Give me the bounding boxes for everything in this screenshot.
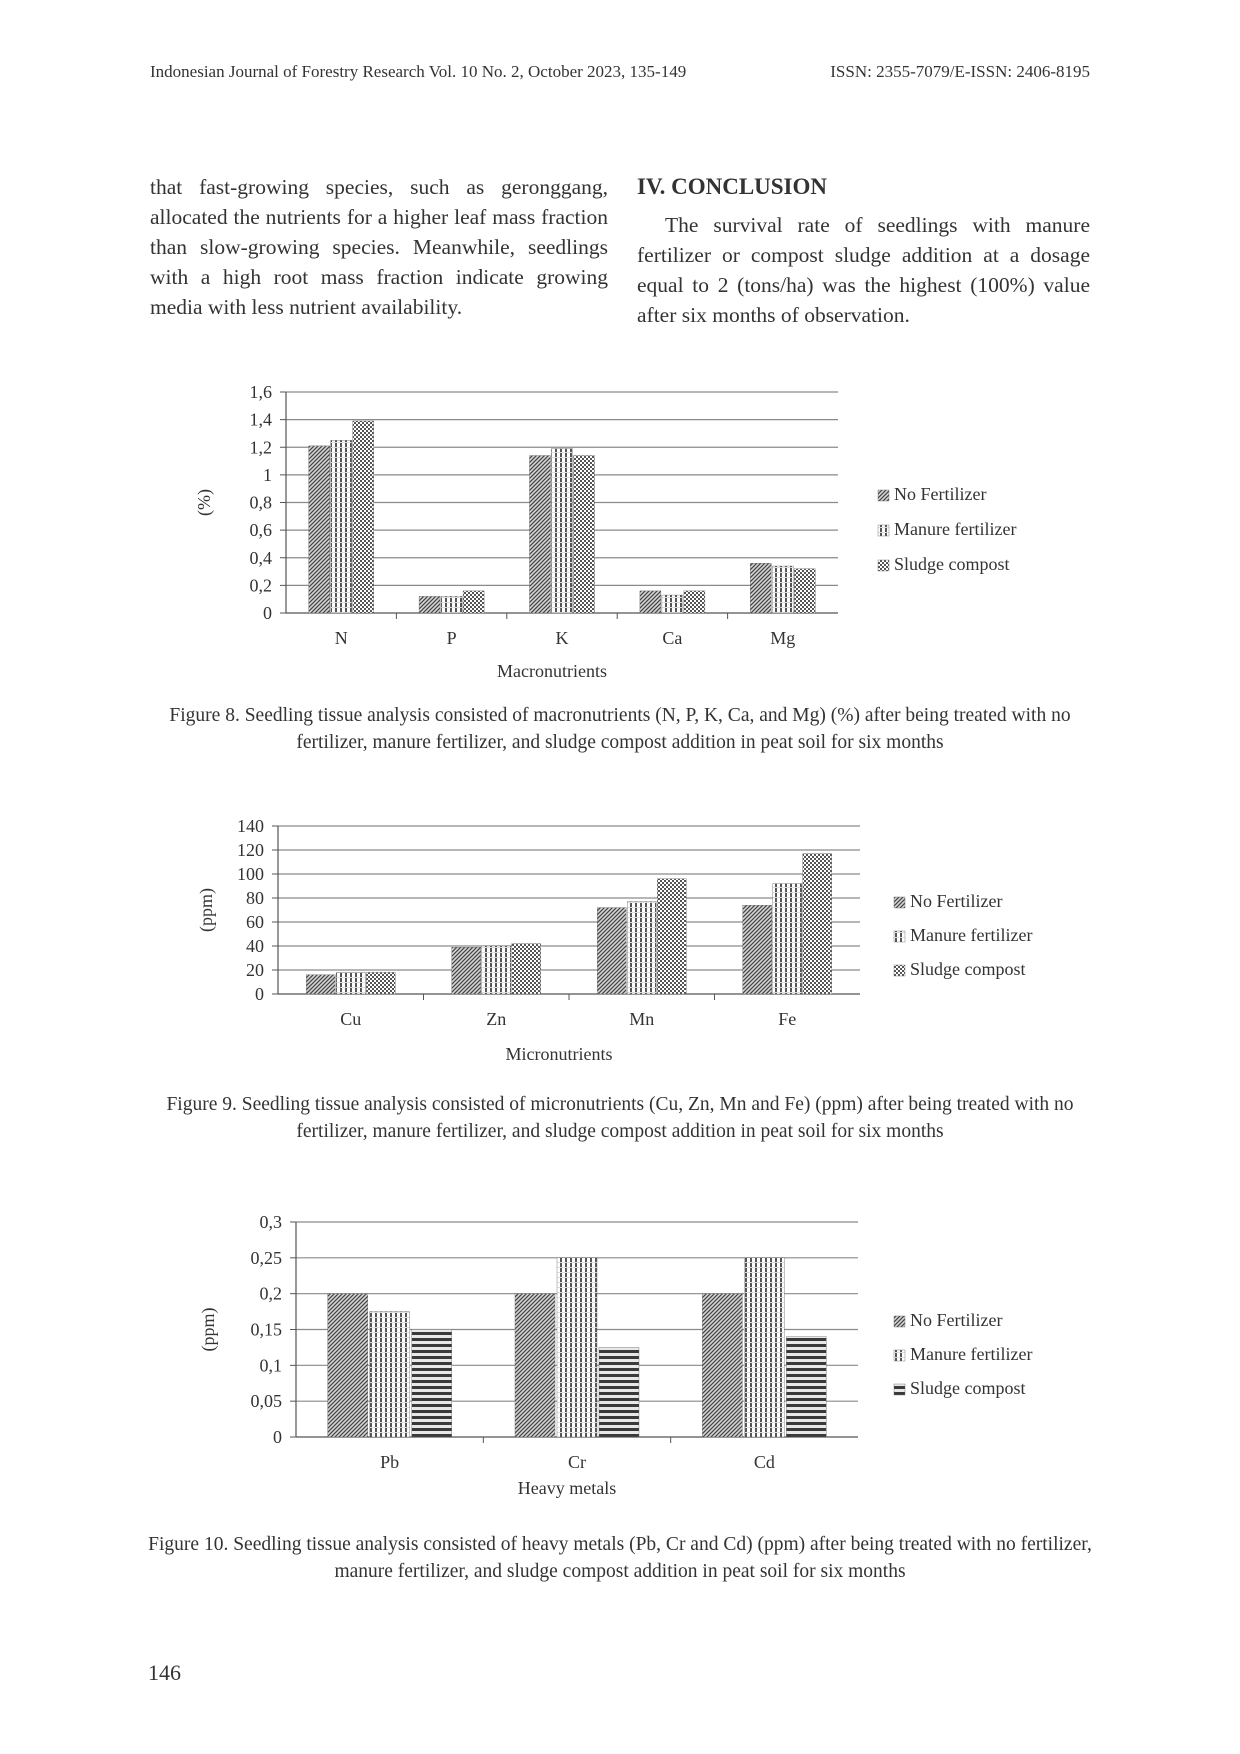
y-tick-label: 0	[273, 1427, 282, 1447]
y-tick-label: 140	[237, 816, 264, 836]
bar-cd-series-1	[702, 1294, 742, 1437]
x-tick-label: P	[446, 628, 457, 648]
legend-label: Sludge compost	[910, 1378, 1026, 1398]
bar-p-series-2	[441, 596, 462, 613]
y-tick-label: 60	[246, 912, 264, 932]
x-axis-label: Heavy metals	[517, 1478, 617, 1498]
bar-n-series-3	[353, 421, 374, 613]
x-tick-label: Cr	[568, 1452, 586, 1472]
y-tick-label: 100	[237, 864, 264, 884]
y-tick-label: 1	[263, 464, 272, 485]
y-axis-label: (ppm)	[198, 1307, 218, 1352]
y-axis-label: (ppm)	[196, 888, 216, 932]
legend-swatch	[878, 525, 889, 536]
bar-k-series-1	[530, 456, 551, 613]
y-tick-label: 0,8	[249, 492, 272, 513]
bar-mn-series-2	[627, 902, 656, 994]
legend-label: No Fertilizer	[894, 484, 987, 504]
x-tick-label: Mn	[629, 1009, 655, 1029]
y-tick-label: 0,2	[259, 1283, 282, 1304]
bar-cu-series-2	[336, 972, 365, 994]
legend-swatch	[878, 560, 889, 571]
bar-n-series-2	[331, 440, 352, 613]
bar-mn-series-3	[657, 879, 686, 994]
legend-label: No Fertilizer	[910, 1310, 1003, 1330]
y-tick-label: 0,6	[249, 520, 272, 541]
bar-p-series-3	[463, 591, 484, 613]
x-tick-label: Ca	[662, 628, 683, 648]
y-axis-label: (%)	[194, 489, 214, 516]
y-tick-label: 1,2	[249, 437, 272, 458]
bar-k-series-3	[574, 456, 595, 613]
bar-cr-series-1	[515, 1294, 555, 1437]
legend-label: Sludge compost	[894, 554, 1010, 574]
figure-10-caption: Figure 10. Seedling tissue analysis consisted of heavy metals (Pb, Cr and Cd) (ppm) after being treated with no fertilizer, manure fertilizer, and sludge compost addition in peat soil for six months	[148, 1534, 1092, 1582]
bar-n-series-1	[309, 446, 330, 613]
y-tick-label: 0	[255, 984, 264, 1004]
legend-label: Manure fertilizer	[894, 519, 1017, 539]
page-number: 146	[148, 1660, 181, 1685]
bar-zn-series-1	[452, 947, 481, 994]
x-tick-label: Fe	[778, 1009, 797, 1029]
y-tick-label: 20	[246, 960, 264, 980]
bar-ca-series-3	[684, 591, 705, 613]
y-tick-label: 120	[237, 840, 264, 860]
bar-k-series-2	[552, 449, 573, 613]
legend-swatch	[894, 1316, 905, 1327]
x-tick-label: N	[334, 628, 348, 648]
bar-mg-series-2	[772, 566, 793, 613]
bar-cd-series-3	[786, 1337, 826, 1437]
y-tick-label: 0,25	[250, 1247, 282, 1268]
bar-mg-series-3	[794, 569, 815, 613]
legend-label: Sludge compost	[910, 959, 1026, 979]
legend-swatch	[878, 490, 889, 501]
y-tick-label: 1,6	[249, 382, 272, 402]
conclusion-text: The survival rate of seedlings with manure fertilizer or compost sludge addition at a dosage equal to 2 (tons/ha) was the highest (100%) value after six months of observation.	[637, 213, 1090, 327]
bar-ca-series-1	[640, 591, 661, 613]
body-paragraph: that fast-growing species, such as geronggang, allocated the nutrients for a higher leaf mass fraction than slow-growing species. Meanwhile, seedlings with a high root mass fraction indicate growing media with less nutrient availability.	[150, 175, 608, 319]
x-axis-label: Macronutrients	[497, 661, 607, 681]
bar-mg-series-1	[750, 563, 771, 613]
legend-label: No Fertilizer	[910, 891, 1003, 911]
x-tick-label: K	[555, 628, 569, 648]
y-tick-label: 0,2	[249, 575, 272, 596]
bar-pb-series-2	[370, 1312, 410, 1437]
y-tick-label: 0,3	[259, 1212, 282, 1232]
legend-swatch	[894, 1384, 905, 1395]
y-tick-label: 0,4	[249, 547, 272, 568]
bar-cd-series-2	[744, 1258, 784, 1437]
legend-swatch	[894, 931, 905, 942]
bar-pb-series-3	[412, 1330, 452, 1438]
bar-cr-series-3	[599, 1347, 639, 1437]
bar-cu-series-1	[306, 975, 335, 994]
y-tick-label: 0,05	[250, 1391, 282, 1412]
x-axis-label: Micronutrients	[505, 1044, 613, 1064]
x-tick-label: Zn	[486, 1009, 507, 1029]
bar-p-series-1	[419, 596, 440, 613]
x-tick-label: Cu	[340, 1009, 362, 1029]
section-heading: IV. CONCLUSION	[637, 174, 828, 199]
x-tick-label: Pb	[380, 1452, 400, 1472]
bar-zn-series-2	[482, 946, 511, 994]
legend-swatch	[894, 1350, 905, 1361]
legend-label: Manure fertilizer	[910, 1344, 1033, 1364]
bar-pb-series-1	[328, 1294, 368, 1437]
bar-ca-series-2	[662, 595, 683, 613]
figure-8-caption: Figure 8. Seedling tissue analysis consisted of macronutrients (N, P, K, Ca, and Mg) (%) after being treated with no fertilizer, manure fertilizer, and sludge compost addition in peat soil for six months	[169, 705, 1071, 753]
y-tick-label: 40	[246, 936, 264, 956]
y-tick-label: 0,15	[250, 1319, 282, 1340]
x-tick-label: Mg	[770, 628, 796, 648]
legend-swatch	[894, 965, 905, 976]
y-tick-label: 0,1	[259, 1355, 282, 1376]
x-tick-label: Cd	[753, 1452, 775, 1472]
issn-header: ISSN: 2355-7079/E-ISSN: 2406-8195	[830, 62, 1090, 81]
y-tick-label: 0	[263, 603, 272, 623]
bar-zn-series-3	[512, 944, 541, 994]
bar-fe-series-3	[803, 854, 832, 994]
y-tick-label: 80	[246, 888, 264, 908]
journal-header: Indonesian Journal of Forestry Research Vol. 10 No. 2, October 2023, 135-149	[150, 62, 687, 81]
figure-9-caption: Figure 9. Seedling tissue analysis consisted of micronutrients (Cu, Zn, Mn and Fe) (ppm) after being treated with no fertilizer, manure fertilizer, and sludge compost addition in peat soil for six months	[166, 1094, 1074, 1142]
bar-fe-series-1	[743, 905, 772, 994]
legend-label: Manure fertilizer	[910, 925, 1033, 945]
bar-cu-series-3	[366, 972, 395, 994]
bar-mn-series-1	[597, 908, 626, 994]
bar-cr-series-2	[557, 1258, 597, 1437]
legend-swatch	[894, 897, 905, 908]
y-tick-label: 1,4	[249, 409, 272, 430]
bar-fe-series-2	[773, 884, 802, 994]
